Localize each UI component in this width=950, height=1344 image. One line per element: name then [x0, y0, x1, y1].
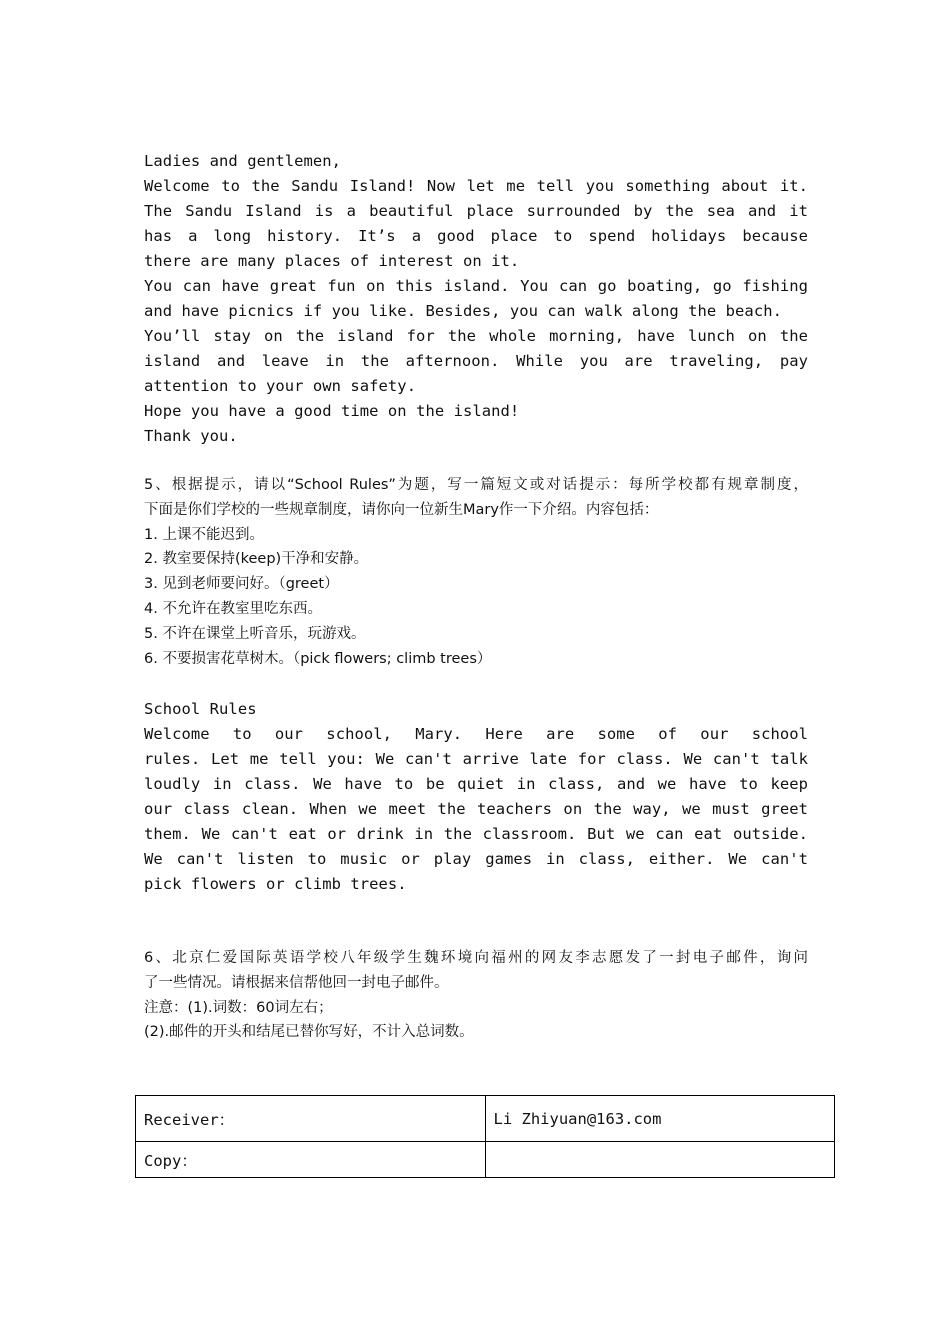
school-rules-passage	[144, 697, 808, 897]
speech-line: Ladies and gentlemen,	[144, 152, 342, 170]
speech-line: You can have great fun on this island. You can go boating, go fishing	[144, 277, 808, 295]
school-rules-line: them. We can't eat or drink in the classroom. But we can eat outside.	[144, 825, 808, 843]
copy-label: Copy：	[136, 1142, 486, 1178]
task6-note: (2).邮件的开头和结尾已替你写好，不计入总词数。	[144, 1024, 474, 1041]
task5-prompt-line: 5、根据提示，请以“School Rules”为题，写一篇短文或对话提示：每所学校都有规章制度，	[144, 477, 808, 493]
school-rules-line: our class clean. When we meet the teachers on the way, we must greet	[144, 800, 808, 818]
school-rules-title: School Rules	[144, 700, 257, 718]
task5-item: 2. 教室要保持(keep)干净和安静。	[144, 551, 369, 568]
speech-passage	[144, 149, 808, 449]
speech-line: Hope you have a good time on the island!	[144, 402, 520, 420]
speech-line: Thank you.	[144, 427, 238, 445]
email-receiver-row	[136, 1096, 835, 1142]
copy-value	[485, 1142, 835, 1178]
school-rules-line: Welcome to our school, Mary. Here are some of our school	[144, 725, 808, 743]
task6-prompt-line: 6、北京仁爱国际英语学校八年级学生魏环境向福州的网友李志愿发了一封电子邮件，询问	[144, 950, 808, 966]
school-rules-line: We can't listen to music or play games in class, either. We can't	[144, 850, 808, 868]
speech-line: island and leave in the afternoon. While you are traveling, pay	[144, 352, 808, 370]
task5-item: 5. 不许在课堂上听音乐，玩游戏。	[144, 625, 366, 642]
school-rules-line: rules. Let me tell you: We can't arrive late for class. We can't talk	[144, 750, 808, 768]
speech-line: attention to your own safety.	[144, 377, 417, 395]
task6-prompt-line: 了一些情况。请根据来信帮他回一封电子邮件。	[144, 974, 449, 991]
school-rules-line: loudly in class. We have to be quiet in class, and we have to keep	[144, 775, 808, 793]
task5-item: 1. 上课不能迟到。	[144, 526, 264, 543]
task6-prompt	[144, 946, 808, 1045]
school-rules-line: pick flowers or climb trees.	[144, 875, 407, 893]
speech-line: Welcome to the Sandu Island! Now let me tell you something about it.	[144, 177, 808, 195]
email-header-table	[135, 1095, 835, 1178]
email-copy-row	[136, 1142, 835, 1178]
task5-prompt	[144, 473, 808, 671]
speech-line: and have picnics if you like. Besides, you can walk along the beach.	[144, 302, 782, 320]
speech-line: there are many places of interest on it.	[144, 252, 520, 270]
task5-item: 4. 不允许在教室里吃东西。	[144, 600, 322, 617]
task5-item: 6. 不要损害花草树木。（pick flowers; climb trees）	[144, 650, 492, 667]
speech-line: The Sandu Island is a beautiful place surrounded by the sea and it	[144, 202, 808, 220]
task6-note: 注意：(1).词数：60词左右；	[144, 999, 333, 1016]
task5-item: 3. 见到老师要问好。（greet）	[144, 576, 339, 593]
task5-prompt-line: 下面是你们学校的一些规章制度，请你向一位新生Mary作一下介绍。内容包括：	[144, 501, 659, 518]
speech-line: You’ll stay on the island for the whole morning, have lunch on the	[144, 327, 808, 345]
receiver-value: Li Zhiyuan@163.com	[485, 1096, 835, 1142]
receiver-label: Receiver：	[136, 1096, 486, 1142]
speech-line: has a long history. It’s a good place to spend holidays because	[144, 227, 808, 245]
